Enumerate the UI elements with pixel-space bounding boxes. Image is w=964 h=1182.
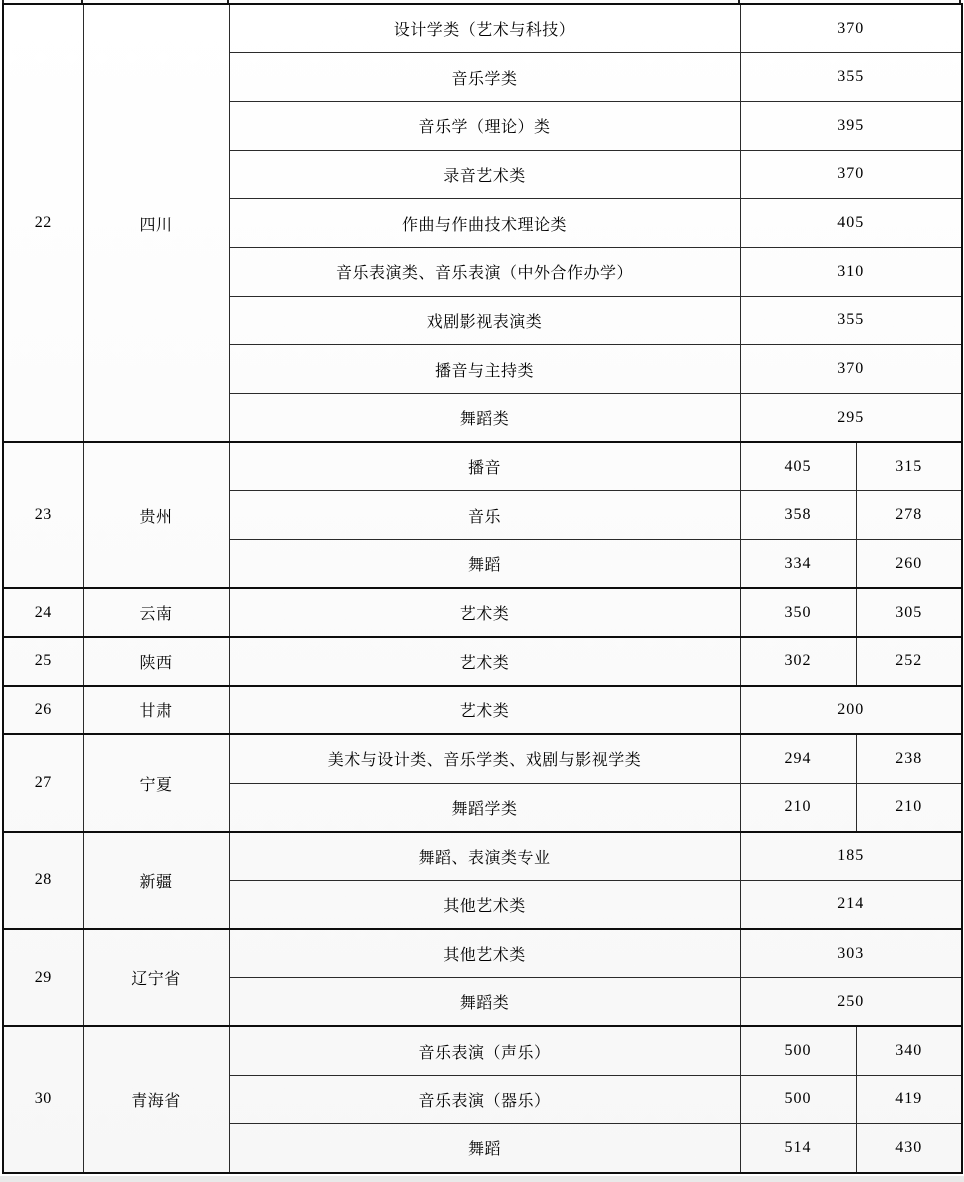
score-cell: 370 [740, 345, 962, 394]
score-cell: 200 [740, 686, 962, 735]
province-cell: 甘肃 [83, 686, 229, 735]
score-cell: 358 [740, 491, 856, 540]
score-cell: 315 [856, 442, 962, 491]
category-cell: 音乐学（理论）类 [229, 101, 740, 150]
row-index-cell: 26 [3, 686, 83, 735]
score-cell: 303 [740, 929, 962, 978]
score-cell: 238 [856, 734, 962, 783]
score-cell: 355 [740, 296, 962, 345]
score-cell: 250 [740, 978, 962, 1027]
page-bottom-strip [0, 1176, 964, 1182]
score-cell: 355 [740, 53, 962, 102]
category-cell: 播音与主持类 [229, 345, 740, 394]
row-index-cell: 24 [3, 588, 83, 637]
row-index-cell: 27 [3, 734, 83, 831]
table-row [3, 832, 962, 881]
category-cell: 美术与设计类、音乐学类、戏剧与影视学类 [229, 734, 740, 783]
score-cell: 295 [740, 394, 962, 443]
province-cell: 青海省 [83, 1026, 229, 1172]
table-row [3, 734, 962, 783]
score-table-body [3, 4, 962, 1173]
score-cell: 294 [740, 734, 856, 783]
category-cell: 其他艺术类 [229, 929, 740, 978]
category-cell: 音乐表演（声乐） [229, 1026, 740, 1075]
score-cell: 370 [740, 150, 962, 199]
category-cell: 艺术类 [229, 637, 740, 686]
score-cell: 305 [856, 588, 962, 637]
score-cell: 185 [740, 832, 962, 881]
table-row [3, 588, 962, 637]
row-index-cell: 22 [3, 4, 83, 442]
score-cell: 405 [740, 199, 962, 248]
row-index-cell: 23 [3, 442, 83, 588]
score-cell: 310 [740, 247, 962, 296]
row-index-cell: 29 [3, 929, 83, 1026]
province-cell: 云南 [83, 588, 229, 637]
category-cell: 舞蹈类 [229, 394, 740, 443]
scores-table [2, 3, 963, 1174]
category-cell: 舞蹈 [229, 1124, 740, 1173]
table-row [3, 929, 962, 978]
score-cell: 252 [856, 637, 962, 686]
province-cell: 辽宁省 [83, 929, 229, 1026]
province-cell: 四川 [83, 4, 229, 442]
category-cell: 设计学类（艺术与科技） [229, 4, 740, 53]
score-cell: 210 [856, 783, 962, 832]
category-cell: 播音 [229, 442, 740, 491]
score-cell: 302 [740, 637, 856, 686]
score-cell: 430 [856, 1124, 962, 1173]
table-row [3, 442, 962, 491]
score-cell: 419 [856, 1075, 962, 1124]
category-cell: 舞蹈、表演类专业 [229, 832, 740, 881]
score-cell: 500 [740, 1026, 856, 1075]
score-cell: 395 [740, 101, 962, 150]
score-cell: 370 [740, 4, 962, 53]
score-cell: 210 [740, 783, 856, 832]
score-cell: 514 [740, 1124, 856, 1173]
category-cell: 音乐 [229, 491, 740, 540]
category-cell: 戏剧影视表演类 [229, 296, 740, 345]
score-cell: 405 [740, 442, 856, 491]
category-cell: 舞蹈学类 [229, 783, 740, 832]
province-cell: 新疆 [83, 832, 229, 929]
province-cell: 陕西 [83, 637, 229, 686]
table-row [3, 1026, 962, 1075]
score-cell: 260 [856, 540, 962, 589]
category-cell: 舞蹈类 [229, 978, 740, 1027]
score-cell: 334 [740, 540, 856, 589]
row-index-cell: 30 [3, 1026, 83, 1172]
category-cell: 舞蹈 [229, 540, 740, 589]
table-row [3, 686, 962, 735]
category-cell: 录音艺术类 [229, 150, 740, 199]
score-cell: 214 [740, 880, 962, 929]
category-cell: 音乐学类 [229, 53, 740, 102]
row-index-cell: 25 [3, 637, 83, 686]
score-cell: 350 [740, 588, 856, 637]
category-cell: 音乐表演（器乐） [229, 1075, 740, 1124]
category-cell: 音乐表演类、音乐表演（中外合作办学） [229, 247, 740, 296]
row-index-cell: 28 [3, 832, 83, 929]
category-cell: 作曲与作曲技术理论类 [229, 199, 740, 248]
province-cell: 贵州 [83, 442, 229, 588]
category-cell: 艺术类 [229, 686, 740, 735]
province-cell: 宁夏 [83, 734, 229, 831]
category-cell: 艺术类 [229, 588, 740, 637]
score-cell: 278 [856, 491, 962, 540]
table-row [3, 4, 962, 53]
score-cell: 500 [740, 1075, 856, 1124]
score-cell: 340 [856, 1026, 962, 1075]
table-row [3, 637, 962, 686]
category-cell: 其他艺术类 [229, 880, 740, 929]
